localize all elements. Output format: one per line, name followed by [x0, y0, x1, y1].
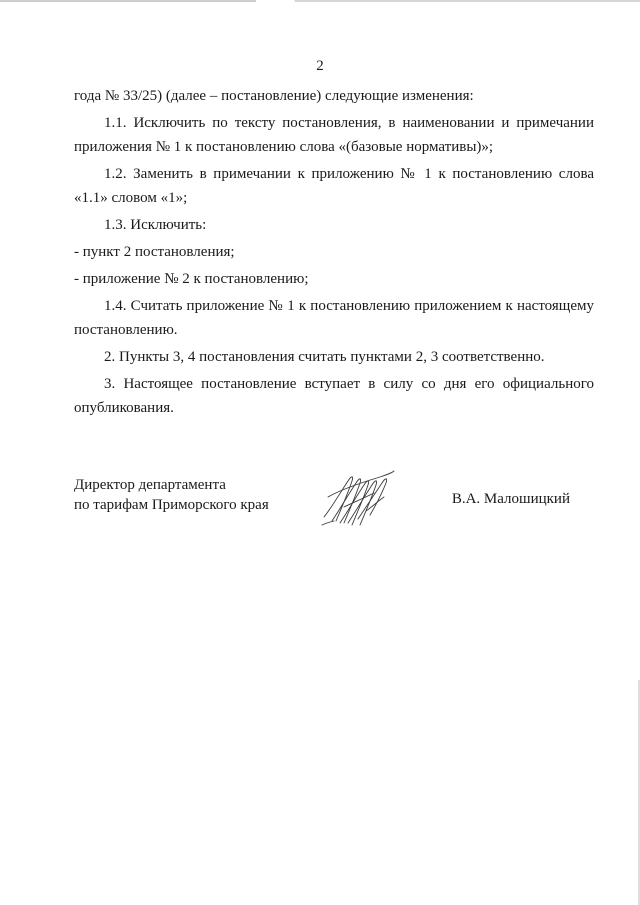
signature-block — [74, 475, 594, 535]
paragraph-1-4: 1.4. Считать приложение № 1 к постановлению приложением к настоящему постановлению. — [74, 298, 594, 338]
page-number: 2 — [316, 58, 324, 74]
handwritten-signature — [318, 467, 398, 529]
paragraph-bullet-1: - пункт 2 постановления; — [74, 244, 235, 260]
paragraph-3: 3. Настоящее постановление вступает в силу со дня его официального опубликования. — [74, 376, 594, 416]
paragraph-bullet-2: - приложение № 2 к постановлению; — [74, 271, 309, 287]
signatory-title — [74, 475, 269, 515]
signatory-name: В.А. Малошицкий — [451, 491, 570, 507]
signatory-title-line-2: по тарифам Приморского края — [74, 497, 269, 513]
paragraph-1-3: 1.3. Исключить: — [104, 217, 207, 233]
signatory-title-line-1: Директор департамента — [74, 477, 226, 493]
scan-edge-top — [0, 0, 640, 2]
paragraph-1-1: 1.1. Исключить по тексту постановления, в наименовании и примечании приложения № 1 к постановлению слова «(базовые нормативы)»; — [74, 115, 594, 155]
body-text — [74, 84, 594, 420]
paragraph-2: 2. Пункты 3, 4 постановления считать пунктами 2, 3 соответственно. — [104, 349, 545, 365]
paragraph-continuation: года № 33/25) (далее – постановление) следующие изменения: — [74, 88, 474, 104]
paragraph-1-2: 1.2. Заменить в примечании к приложению № 1 к постановлению слова «1.1» словом «1»; — [74, 166, 594, 206]
